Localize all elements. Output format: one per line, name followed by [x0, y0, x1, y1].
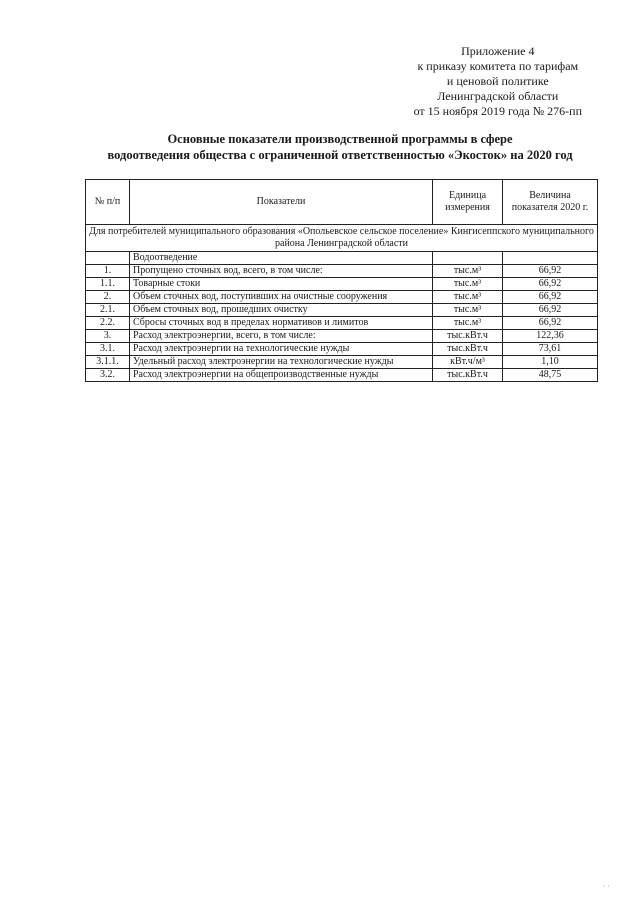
row-unit: кВт.ч/м³	[433, 356, 503, 369]
annex-line: от 15 ноября 2019 года № 276-пп	[413, 104, 582, 118]
row-unit: тыс.м³	[433, 317, 503, 330]
row-num: 3.	[86, 330, 130, 343]
row-value: 66,92	[503, 291, 598, 304]
section-cell: Водоотведение	[130, 252, 433, 265]
row-name: Товарные стоки	[130, 278, 433, 291]
row-name: Расход электроэнергии на технологические нужды	[130, 343, 433, 356]
row-unit: тыс.кВт.ч	[433, 343, 503, 356]
row-name: Удельный расход электроэнергии на технологические нужды	[130, 356, 433, 369]
row-num: 1.1.	[86, 278, 130, 291]
row-value: 66,92	[503, 265, 598, 278]
table-row	[86, 304, 598, 317]
annex-line: Ленинградской области	[437, 89, 559, 103]
row-num: 2.	[86, 291, 130, 304]
row-unit: тыс.м³	[433, 291, 503, 304]
annex-line: и ценовой политике	[446, 74, 549, 88]
row-unit: тыс.кВт.ч	[433, 369, 503, 382]
annex-line: Приложение 4	[461, 44, 535, 58]
section-empty-cell	[86, 252, 130, 265]
scan-marks: · ·	[602, 882, 610, 891]
section-empty-cell	[503, 252, 598, 265]
row-name: Расход электроэнергии на общепроизводственные нужды	[130, 369, 433, 382]
section-row	[86, 252, 598, 265]
row-value: 66,92	[503, 317, 598, 330]
row-num: 3.1.1.	[86, 356, 130, 369]
row-value: 48,75	[503, 369, 598, 382]
header-value: Величина показателя 2020 г.	[503, 180, 598, 225]
indicators-table	[85, 179, 598, 382]
row-name: Объем сточных вод, поступивших на очистные сооружения	[130, 291, 433, 304]
title-line: Основные показатели производственной программы в сфере	[167, 132, 513, 146]
table-row	[86, 317, 598, 330]
row-value: 1,10	[503, 356, 598, 369]
row-unit: тыс.м³	[433, 265, 503, 278]
row-name: Сбросы сточных вод в пределах нормативов и лимитов	[130, 317, 433, 330]
table-row	[86, 265, 598, 278]
row-value: 73,61	[503, 343, 598, 356]
header-indicator: Показатели	[130, 180, 433, 225]
document-title	[90, 131, 590, 163]
consumer-row	[86, 225, 598, 252]
table-row	[86, 291, 598, 304]
annex-line: к приказу комитета по тарифам	[417, 59, 579, 73]
row-num: 1.	[86, 265, 130, 278]
table-row	[86, 330, 598, 343]
section-empty-cell	[433, 252, 503, 265]
table-row	[86, 356, 598, 369]
consumer-cell: Для потребителей муниципального образования «Опольевское сельское поселение» Кингисеппского муниципального района Ленинградской области	[86, 225, 598, 252]
row-name: Объем сточных вод, прошедших очистку	[130, 304, 433, 317]
row-value: 122,36	[503, 330, 598, 343]
row-value: 66,92	[503, 304, 598, 317]
row-name: Пропущено сточных вод, всего, в том числе:	[130, 265, 433, 278]
header-num: № п/п	[86, 180, 130, 225]
row-num: 3.1.	[86, 343, 130, 356]
row-num: 2.2.	[86, 317, 130, 330]
row-unit: тыс.м³	[433, 278, 503, 291]
annex-header	[414, 44, 582, 119]
row-unit: тыс.кВт.ч	[433, 330, 503, 343]
title-line: водоотведения общества с ограниченной ответственностью «Экосток» на 2020 год	[107, 148, 573, 162]
row-name: Расход электроэнергии, всего, в том числе:	[130, 330, 433, 343]
table-row	[86, 343, 598, 356]
table-row	[86, 369, 598, 382]
table-header-row	[86, 180, 598, 225]
row-num: 3.2.	[86, 369, 130, 382]
table-row	[86, 278, 598, 291]
row-unit: тыс.м³	[433, 304, 503, 317]
row-value: 66,92	[503, 278, 598, 291]
row-num: 2.1.	[86, 304, 130, 317]
header-unit: Единица измерения	[433, 180, 503, 225]
